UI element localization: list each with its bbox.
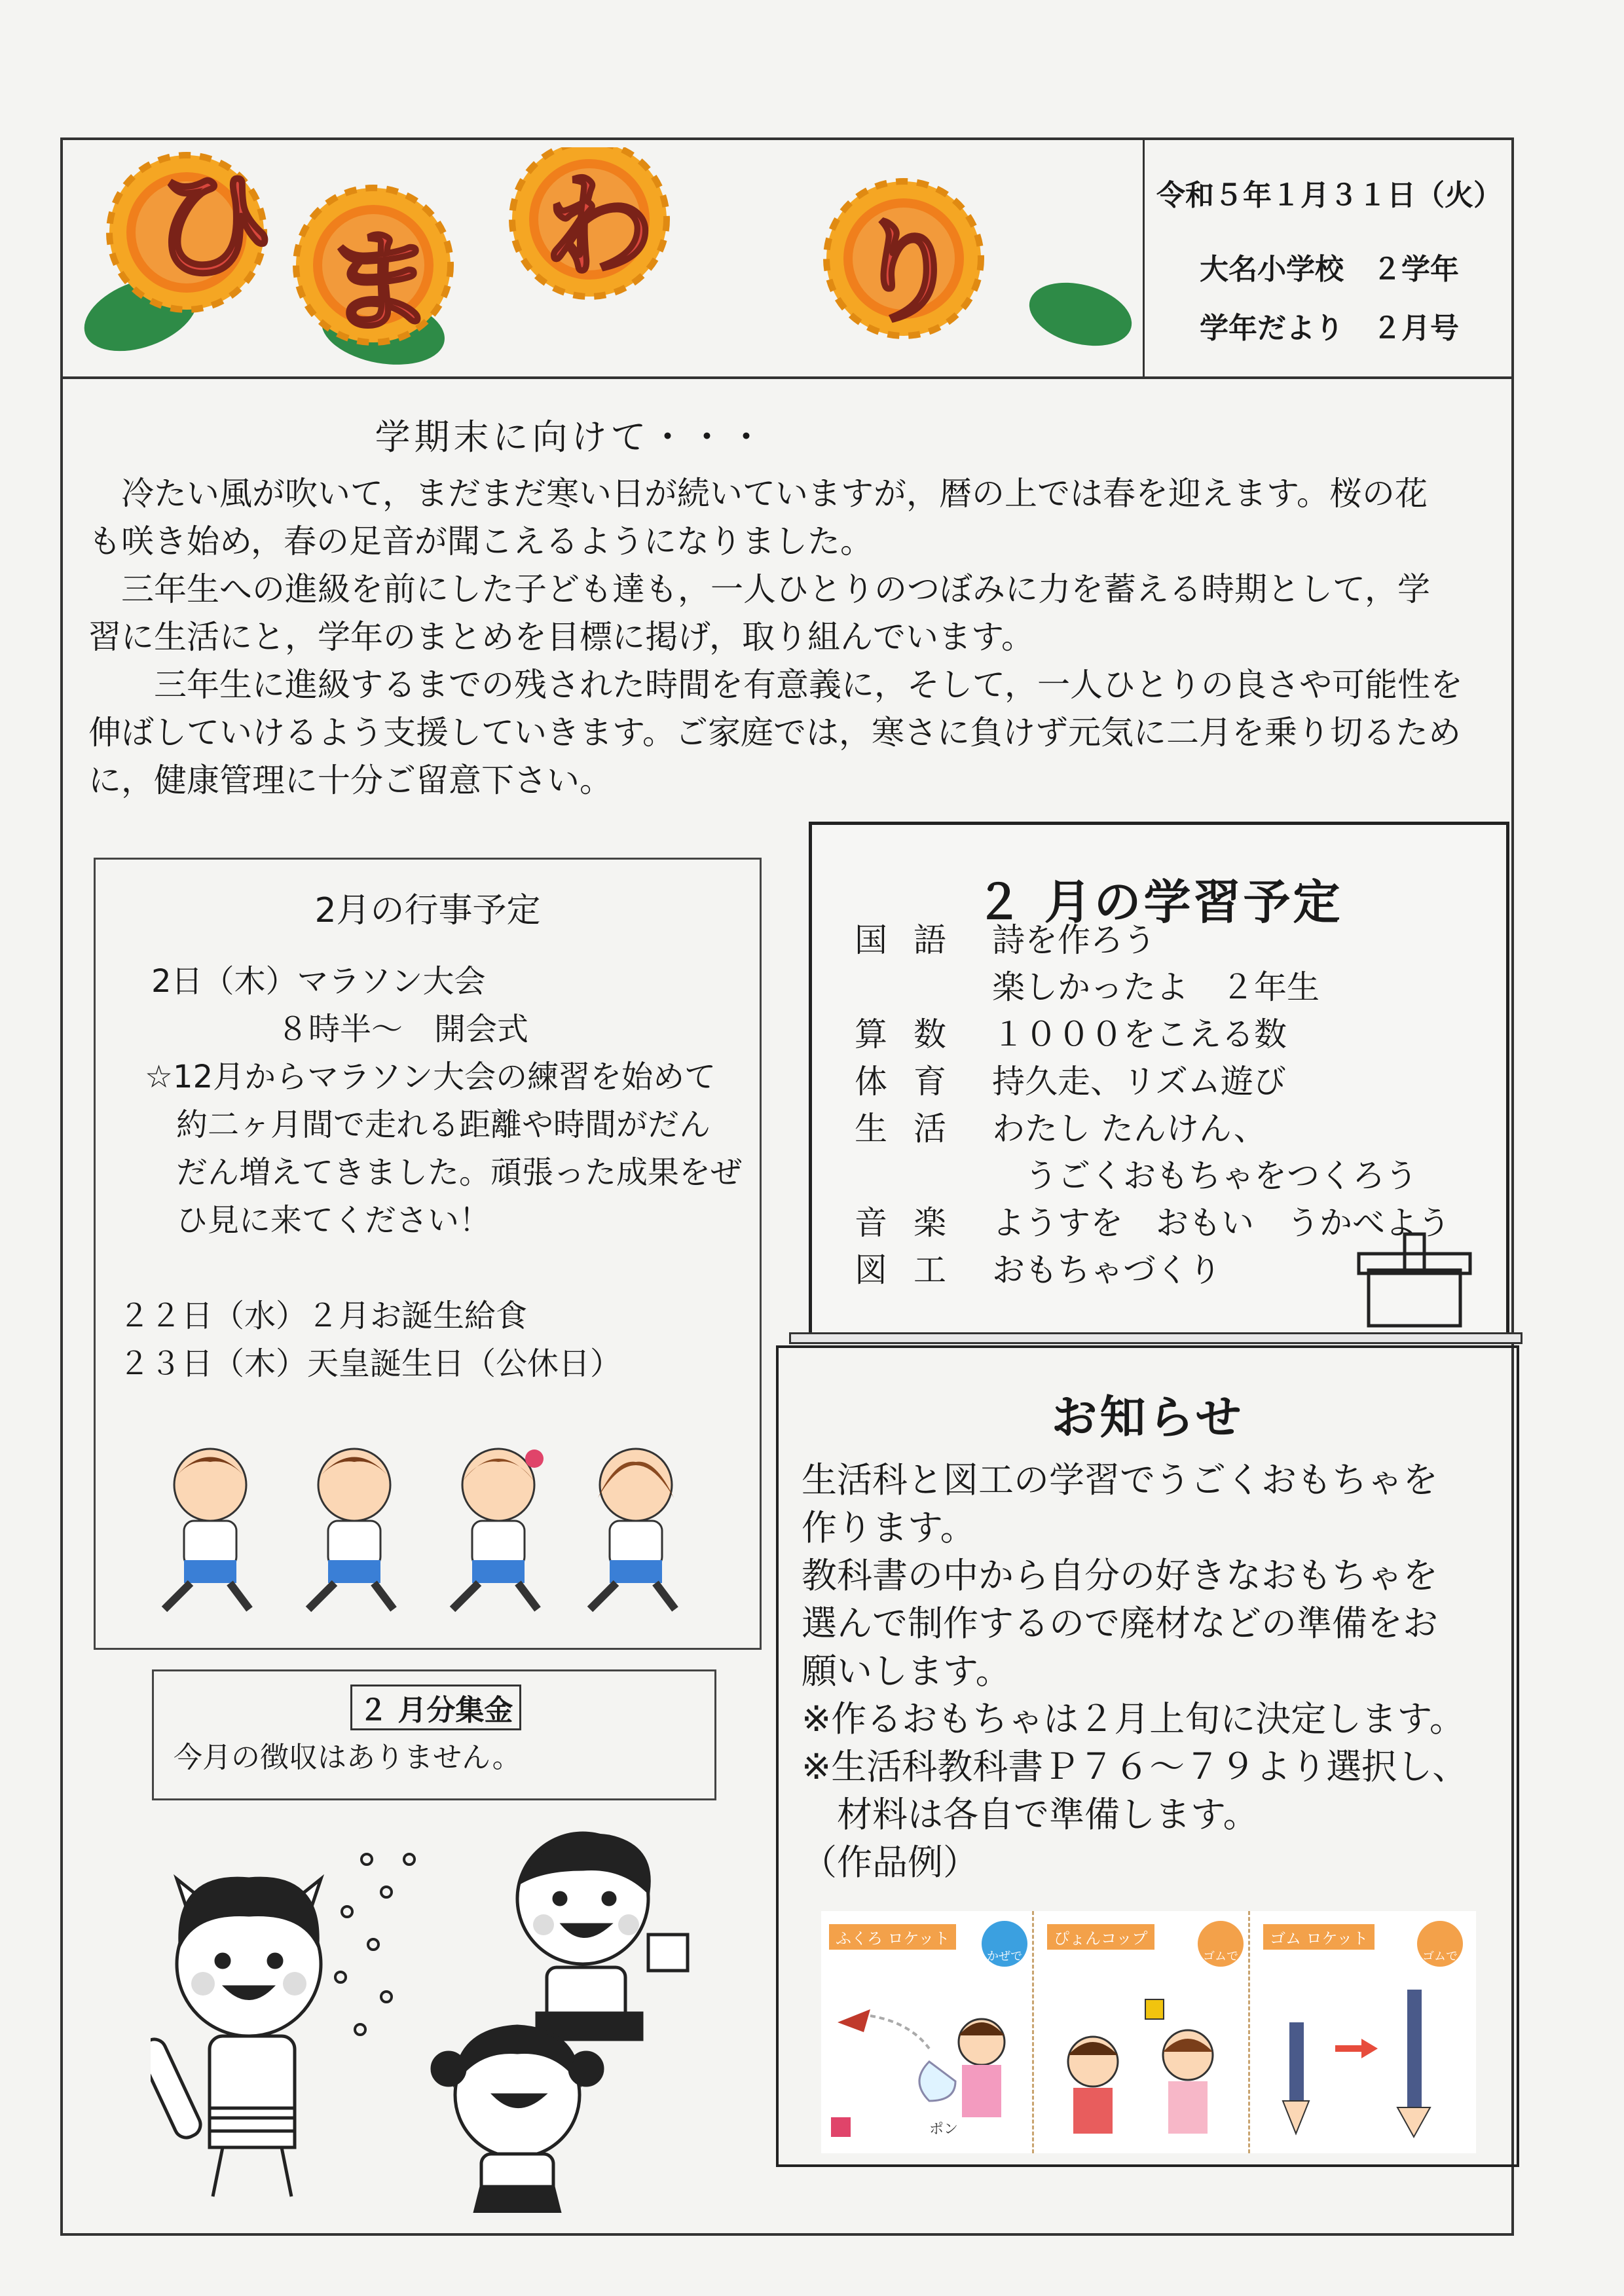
logo-char-wa: わ [544,162,655,292]
event-line [151,1245,742,1292]
himawari-logo [72,147,1139,373]
study-schedule-box [809,822,1509,1339]
event-line: ２２日（水）２月お誕生給食 [119,1298,528,1334]
running-children-illustration [138,1442,714,1619]
intro-paragraph-line: 三年生への進級を前にした子ども達も，一人ひとりのつぼみに力を蓄える時期として，学 [88,570,1430,608]
notice-line: （作品例） [802,1842,978,1883]
logo-char-hi: ひ [151,153,276,298]
notice-line: ※作るおもちゃは２月上旬に決定します。 [802,1698,1465,1740]
study-content: 楽しかったよ ２年生 [992,968,1320,1006]
example-badge: ゴムで [1198,1921,1244,1967]
study-row [855,917,1156,964]
gift-box-icon [1356,1231,1473,1329]
example-label: ゴム ロケット [1263,1924,1375,1950]
event-line: ８時半～ 開会式 [151,1011,529,1048]
study-subject: 音楽 [855,1204,972,1242]
event-line: ☆12月からマラソン大会の練習を始めて [145,1059,716,1095]
intro-paragraph-line: も咲き始め，春の足音が聞こえるようになりました。 [88,522,873,560]
logo-char-ri: り [851,208,963,338]
intro-paragraph-line: 習に生活にと，学年のまとめを目標に掲げ，取り組んでいます。 [88,618,1034,656]
issue-date: 令和５年１月３１日（火） [1156,179,1502,212]
intro-paragraph-line: 冷たい風が吹いて，まだまだ寒い日が続いていますが，暦の上では春を迎えます。桜の花 [88,475,1428,513]
event-line: ２３日（木）天皇誕生日（公休日） [119,1345,622,1382]
events-box [94,858,762,1650]
study-row [855,1011,1287,1058]
fee-title: ２ 月分集金 [350,1685,521,1730]
study-row [855,1247,1221,1294]
example-works-strip [821,1911,1476,2153]
example-card [1257,1911,1473,2153]
example-badge: ゴムで [1417,1921,1463,1967]
event-line: 約二ヶ月間で走れる距離や時間がだん [145,1106,711,1143]
event-line: ひ見に来てください！ [145,1202,491,1239]
intro-paragraph-line: に，健康管理に十分ご留意下さい。 [88,761,612,799]
notice-line: 教科書の中から自分の好きなおもちゃを [802,1555,1438,1596]
events-title: 2月の行事予定 [314,891,541,930]
notice-line: 選んで制作するので廃材などの準備をお [802,1603,1438,1644]
example-badge: かぜで [982,1921,1027,1967]
study-subject: 生活 [855,1110,972,1148]
study-content: わたし たんけん、 [992,1110,1266,1148]
events-list [119,958,743,1388]
intro-title: 学期末に向けて・・・ [375,416,768,458]
study-content: 詩を作ろう [992,921,1156,959]
example-card [1041,1911,1250,2153]
study-row [855,1105,1266,1152]
study-content: 持久走、リズム遊び [992,1063,1286,1101]
logo-char-ma: ま [324,218,436,348]
rocket-bag-illustration [831,1970,1027,2147]
study-content: おもちゃづくり [992,1251,1221,1289]
study-row [855,1152,1418,1199]
header-vertical-divider [1143,137,1145,378]
study-content: ようすを おもい うかべよう [992,1204,1450,1242]
study-content: うごくおもちゃをつくろう [992,1157,1418,1195]
intro-paragraph-line: 三年生に進級するまでの残された時間を有意義に，そして，一人ひとりの良さや可能性を [88,666,1463,704]
example-card [821,1911,1034,2153]
event-line: だん増えてきました。頑張った成果をぜ [145,1154,743,1191]
notice-line: 生活科と図工の学習でうごくおもちゃを [802,1459,1438,1501]
board-ledge [789,1332,1522,1344]
event-line: 2日（木）マラソン大会 [151,963,486,1000]
notice-line: ※生活科教科書Ｐ７６～７９より選択し、 [802,1746,1468,1787]
study-subject: 図工 [855,1251,972,1289]
study-content: １０００をこえる数 [992,1015,1287,1053]
setsubun-illustration [151,1820,727,2213]
rubber-rocket-illustration [1263,1970,1466,2147]
study-row [855,964,1320,1011]
notice-line: 願いします。 [802,1650,1011,1692]
notice-line: 作ります。 [802,1507,976,1548]
school-name: 大名小学校 ２学年 [1200,253,1459,286]
fee-box [152,1669,716,1800]
intro-paragraph-line: 伸ばしていけるよう支援していきます。ご家庭では，寒さに負けず元気に二月を乗り切るため [88,714,1461,752]
notice-line: 材料は各自で準備します。 [802,1794,1259,1835]
example-label: ぴょんコップ [1047,1924,1154,1950]
notice-title: お知らせ [1051,1391,1244,1444]
jumping-cup-illustration [1047,1970,1244,2147]
example-label: ふくろ ロケット [829,1924,956,1950]
study-row [855,1058,1286,1105]
study-subject: 算数 [855,1015,972,1053]
study-subject: 国語 [855,921,972,959]
example-caption: ポン [929,2121,959,2138]
study-title: ２ 月の学習予定 [975,875,1343,930]
notice-box [776,1345,1519,2167]
fee-text: 今月の徴収はありません。 [174,1741,521,1774]
issue-name: 学年だより ２月号 [1200,312,1459,345]
study-subject: 体育 [855,1063,972,1101]
header-divider [60,376,1514,379]
